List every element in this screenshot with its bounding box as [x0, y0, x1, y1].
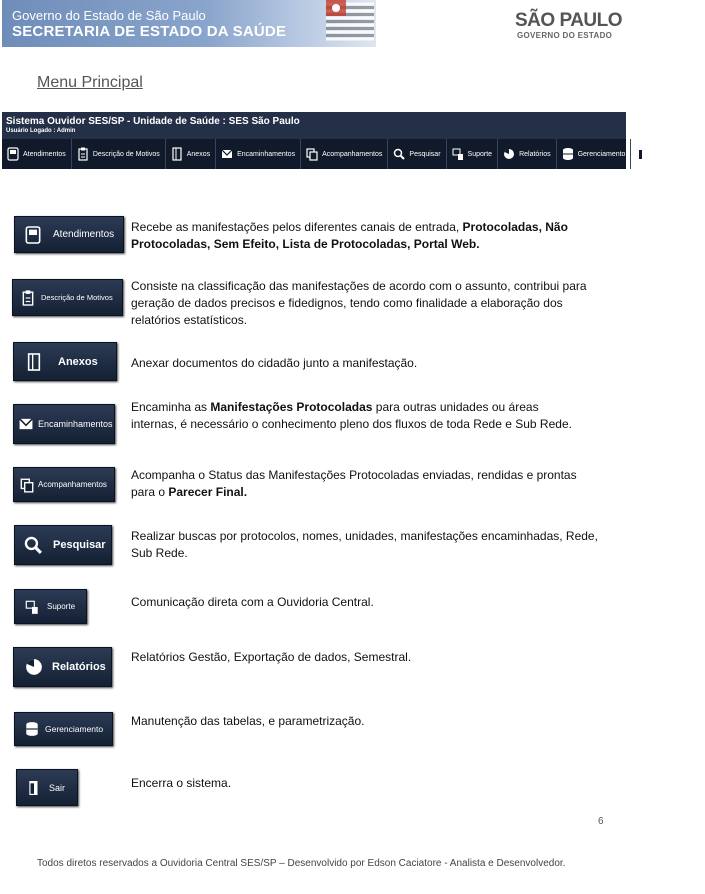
logo-subtitle: GOVERNO DO ESTADO — [517, 31, 613, 40]
atendimentos-description — [131, 219, 591, 253]
anexos-button[interactable] — [13, 342, 117, 381]
government-banner — [2, 0, 376, 47]
footer-text: Todos diretos reservados a Ouvidoria Central SES/SP – Desenvolvido por Edson Caciatore - Analista e Desenvolvedor. — [37, 858, 566, 869]
nav-descricao-de-motivos[interactable] — [72, 139, 166, 169]
logo-title: SÃO PAULO — [515, 10, 623, 31]
pesquisar-button[interactable] — [14, 525, 112, 565]
atendimentos-button[interactable] — [14, 216, 124, 253]
description-text: Encerra o sistema. — [131, 776, 232, 790]
description-text: Recebe as manifestações pelos diferentes canais de entrada, — [131, 220, 463, 234]
nav-label: Encaminhamentos — [237, 150, 296, 158]
nav-label: Gerenciamento — [577, 150, 626, 158]
system-toolbar — [2, 112, 665, 169]
descricao-de-motivos-description — [131, 278, 601, 329]
button-label: Gerenciamento — [45, 724, 104, 734]
nav-label: Descrição de Motivos — [92, 150, 160, 158]
description-text: Realizar buscas por protocolos, nomes, unidades, manifestações encaminhadas, Rede, Sub Rede. — [131, 529, 598, 560]
relatorios-button[interactable] — [13, 647, 112, 687]
support-icon — [452, 147, 464, 161]
folder-icon — [171, 147, 183, 161]
page-title: Menu Principal — [37, 74, 143, 91]
nav-gerenciamento[interactable] — [557, 139, 632, 169]
description-text: Consiste na classificação das manifestações de acordo com o assunto, contribui para geração de dados precisos e fidedignos, tendo como finalidade a elaboração dos relatórios estatísticos. — [131, 279, 587, 327]
gerenciamento-description — [131, 713, 591, 730]
search-icon — [23, 534, 43, 556]
database-icon — [25, 721, 39, 737]
nav-label: Pesquisar — [409, 150, 441, 158]
descricao-de-motivos-button[interactable] — [12, 279, 123, 316]
button-label: Acompanhamentos — [38, 480, 107, 489]
button-label: Anexos — [58, 355, 98, 368]
acompanhamentos-description — [131, 467, 581, 501]
nav-label: Relatórios — [519, 150, 551, 158]
button-label: Relatórios — [52, 661, 106, 673]
encaminhamentos-button[interactable] — [13, 404, 115, 444]
suporte-button[interactable] — [14, 589, 87, 624]
envelope-icon — [221, 147, 233, 161]
sair-description — [131, 775, 591, 792]
nav-sair[interactable] — [631, 139, 669, 169]
nav-anexos[interactable] — [166, 139, 216, 169]
main-nav — [2, 139, 665, 169]
logged-user: Usuário Logado : Admin — [6, 128, 76, 134]
nav-label: Sair — [652, 150, 665, 158]
copy-icon — [306, 147, 318, 161]
description-text: Manutenção das tabelas, e parametrização. — [131, 714, 365, 728]
button-label: Pesquisar — [53, 539, 106, 551]
button-label: Suporte — [47, 602, 76, 611]
nav-relatorios[interactable] — [498, 139, 557, 169]
exit-door-icon — [636, 147, 648, 161]
description-text: Relatórios Gestão, Exportação de dados, Semestral. — [131, 650, 412, 664]
pesquisar-description — [131, 528, 601, 562]
folder-icon — [26, 351, 42, 373]
nav-label: Suporte — [467, 150, 493, 158]
description-bold: Manifestações Protocoladas — [210, 400, 373, 414]
acompanhamentos-button[interactable] — [13, 467, 115, 502]
nav-label: Atendimentos — [23, 150, 66, 158]
button-label: Sair — [49, 782, 66, 793]
button-label: Atendimentos — [53, 229, 115, 240]
description-bold: Protocoladas, Não Protocoladas, Sem Efeito, Lista de Protocoladas, Portal Web. — [131, 220, 568, 251]
nav-atendimentos[interactable] — [2, 139, 72, 169]
nav-acompanhamentos[interactable] — [301, 139, 388, 169]
clipboard-icon — [21, 289, 35, 307]
system-header — [2, 112, 626, 139]
envelope-icon — [18, 415, 34, 433]
description-text: Encaminha as — [131, 400, 211, 414]
sair-button[interactable] — [16, 769, 78, 806]
nav-label: Acompanhamentos — [322, 150, 383, 158]
system-title: Sistema Ouvidor SES/SP - Unidade de Saúde : SES São Paulo — [6, 116, 300, 127]
banner-line1: Governo do Estado de São Paulo — [12, 8, 206, 23]
support-icon — [25, 599, 39, 615]
phone-icon — [25, 225, 41, 245]
button-label: Descrição de Motivos — [41, 293, 113, 302]
page-number: 6 — [598, 816, 604, 827]
phone-icon — [7, 147, 19, 161]
suporte-description — [131, 594, 591, 611]
sao-paulo-logo — [515, 10, 625, 42]
description-text: Anexar documentos do cidadão junto a manifestação. — [131, 356, 418, 370]
description-bold: Parecer Final. — [168, 485, 248, 499]
nav-label: Anexos — [186, 150, 211, 158]
pie-chart-icon — [503, 147, 515, 161]
relatorios-description — [131, 649, 591, 666]
nav-encaminhamentos[interactable] — [216, 139, 301, 169]
sao-paulo-flag-icon — [326, 0, 374, 47]
exit-door-icon — [27, 778, 41, 798]
description-text: Comunicação direta com a Ouvidoria Central. — [131, 595, 374, 609]
banner-line2: SECRETARIA DE ESTADO DA SAÚDE — [12, 23, 287, 40]
search-icon — [393, 147, 405, 161]
database-icon — [562, 147, 574, 161]
nav-suporte[interactable] — [447, 139, 499, 169]
description-text: Acompanha o Status das Manifestações Protocoladas enviadas, rendidas e prontas para o — [131, 468, 577, 499]
gerenciamento-button[interactable] — [14, 712, 113, 746]
copy-icon — [20, 477, 34, 493]
button-label: Encaminhamentos — [38, 419, 113, 429]
anexos-description — [131, 355, 591, 372]
pie-chart-icon — [24, 656, 44, 678]
encaminhamentos-description — [131, 399, 586, 433]
nav-pesquisar[interactable] — [388, 139, 446, 169]
clipboard-icon — [77, 147, 89, 161]
description-text: para outras unidades ou áreas internas, é necessário o conhecimento pleno dos fluxos de toda Rede e Sub Rede. — [131, 400, 572, 431]
